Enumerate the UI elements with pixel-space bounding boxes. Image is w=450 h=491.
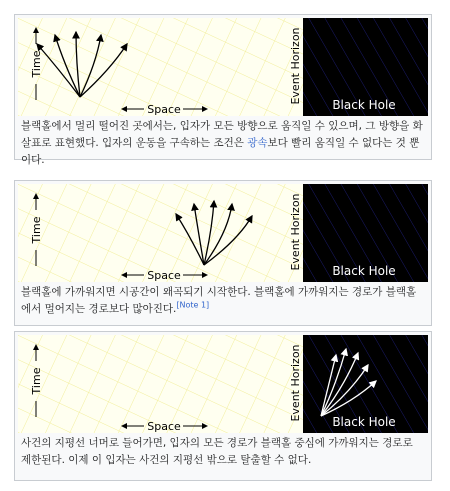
black-hole-label: Black Hole (332, 98, 396, 112)
space-label: Space (147, 269, 181, 282)
space-label: Space (147, 420, 181, 433)
spacetime-diagram-2 (18, 184, 428, 282)
event-horizon-label: Event Horizon (289, 193, 302, 271)
figure-panel-1 (14, 14, 432, 166)
black-hole-label: Black Hole (332, 415, 396, 429)
event-horizon-label: Event Horizon (289, 344, 302, 422)
figure-panel-2 (14, 180, 432, 326)
speed-of-light-link[interactable]: 광속 (247, 137, 268, 149)
spacetime-diagram-3 (18, 335, 428, 433)
time-label: Time (30, 367, 43, 395)
black-hole-label: Black Hole (332, 264, 396, 278)
note-reference[interactable]: [Note 1] (176, 300, 210, 310)
space-label: Space (147, 103, 181, 116)
figure-caption-1: 블랙홀에서 멀리 떨어진 곳에서는, 입자가 모든 방향으로 움직일 수 있으며, 그 방향을 화살표로 표현했다. 입자의 운동을 구속하는 조건은 광속보다 빨리 움직일 수 없다는 것 뿐이다. (21, 120, 423, 166)
figure-caption-3: 사건의 지평선 너머로 들어가면, 입자의 모든 경로가 블랙홀 중심에 가까워지는 경로로 제한된다. 이제 이 입자는 사건의 지평선 밖으로 탈출할 수 없다. (21, 437, 413, 466)
figure-panel-3 (14, 331, 432, 481)
time-label: Time (30, 50, 43, 78)
spacetime-diagram-1 (18, 18, 428, 116)
figure-caption-2: 블랙홀에 가까워지면 시공간이 왜곡되기 시작한다. 블랙홀에 가까워지는 경로가 블랙홀에서 멀어지는 경로보다 많아진다.[Note 1] (21, 286, 417, 315)
event-horizon-label: Event Horizon (289, 27, 302, 105)
time-label: Time (30, 216, 43, 244)
